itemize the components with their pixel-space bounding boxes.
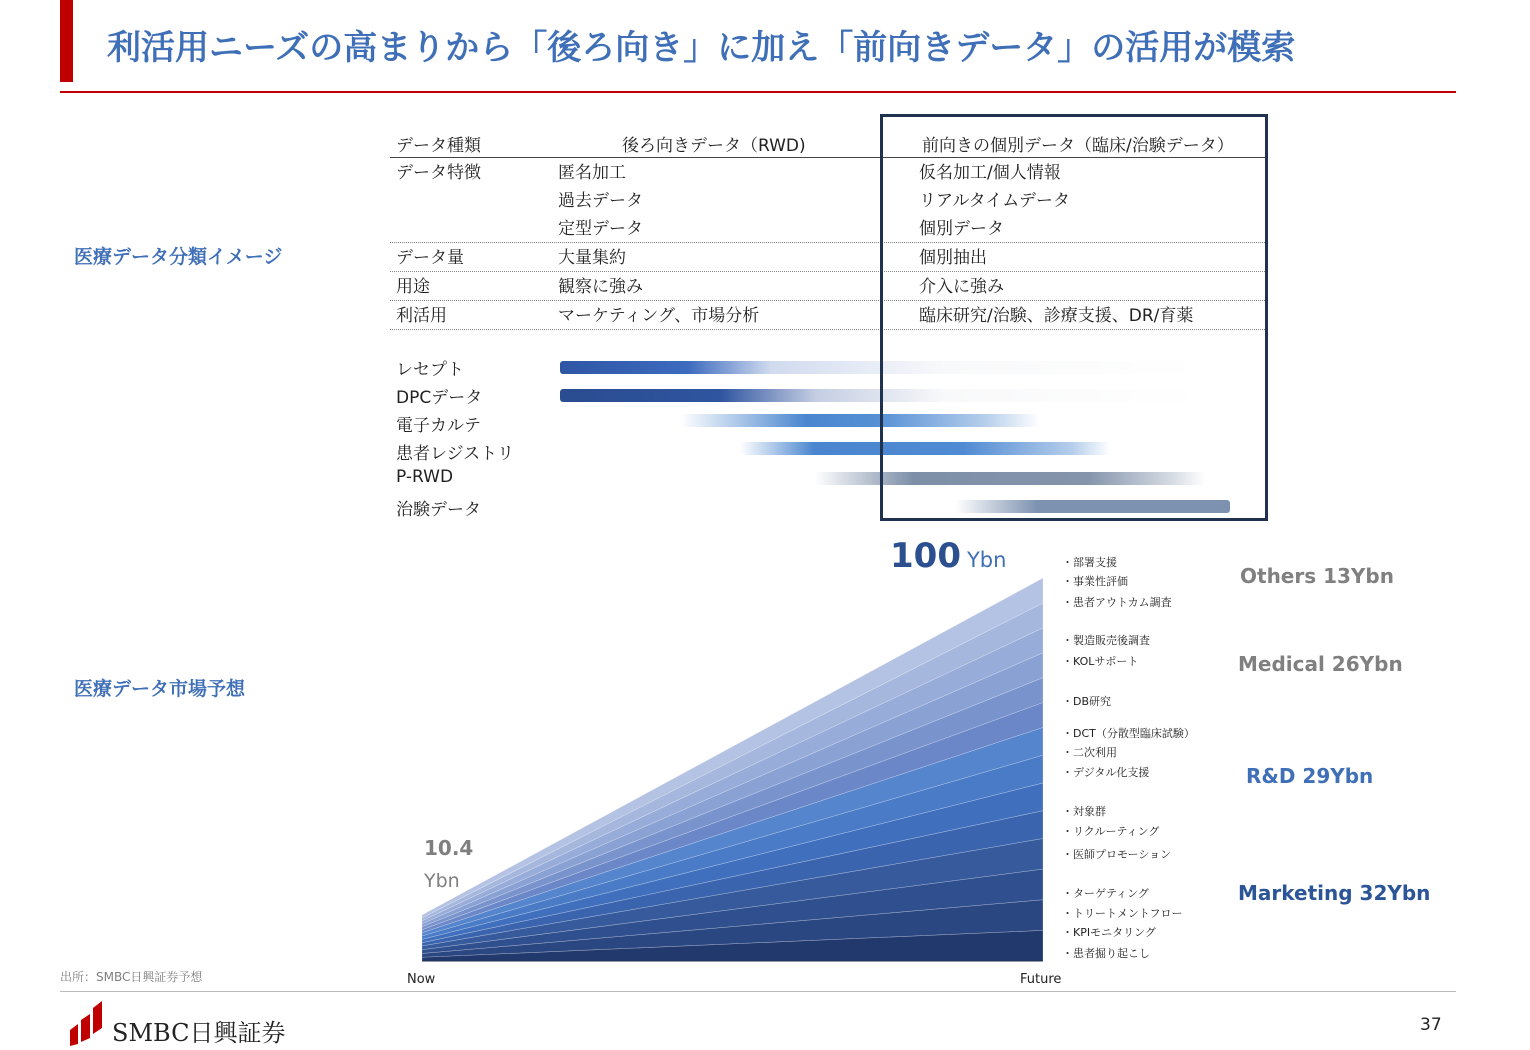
table-cell-forward: 臨床研究/治験、診療支援、DR/育薬 bbox=[919, 306, 1194, 326]
use-case-item: ・KPIモニタリング bbox=[1062, 926, 1156, 939]
table-cell-back: 観察に強み bbox=[558, 277, 643, 297]
category-marketing: Marketing 32Ybn bbox=[1238, 881, 1431, 905]
use-case-item: ・対象群 bbox=[1062, 805, 1106, 818]
category-rnd: R&D 29Ybn bbox=[1246, 764, 1374, 788]
data-source-label: P-RWD bbox=[396, 467, 454, 487]
section-label-market: 医療データ市場予想 bbox=[74, 678, 246, 700]
data-source-label: レセプト bbox=[396, 360, 464, 380]
table-cell-back: 過去データ bbox=[558, 191, 643, 211]
table-row-label: データ量 bbox=[396, 248, 464, 268]
table-header-back: 後ろ向きデータ（RWD) bbox=[622, 136, 806, 156]
table-cell-forward: 介入に強み bbox=[919, 277, 1004, 297]
use-case-item: ・二次利用 bbox=[1062, 746, 1117, 759]
use-case-item: ・患者アウトカム調査 bbox=[1062, 596, 1172, 609]
table-row-label: データ特徴 bbox=[396, 163, 481, 183]
current-total-unit: Ybn bbox=[424, 870, 460, 892]
use-case-item: ・部署支援 bbox=[1062, 556, 1117, 569]
data-source-label: 患者レジストリ bbox=[396, 444, 515, 464]
table-cell-forward: 個別データ bbox=[919, 219, 1004, 239]
table-row-label: 用途 bbox=[396, 277, 430, 297]
x-axis-label-now: Now bbox=[407, 972, 436, 987]
page-title: 利活用ニーズの高まりから「後ろ向き」に加え「前向きデータ」の活用が模索 bbox=[107, 28, 1296, 68]
use-case-item: ・事業性評価 bbox=[1062, 575, 1128, 588]
smbc-logo-icon bbox=[68, 1000, 108, 1046]
table-cell-back: 匿名加工 bbox=[558, 163, 626, 183]
section-label-classification: 医療データ分類イメージ bbox=[74, 246, 283, 268]
table-cell-forward: 仮名加工/個人情報 bbox=[919, 163, 1061, 183]
use-case-item: ・ターゲティング bbox=[1062, 887, 1149, 900]
future-total-value bbox=[890, 536, 1006, 576]
table-cell-back: マーケティング、市場分析 bbox=[558, 306, 760, 326]
area-layers bbox=[422, 578, 1043, 961]
use-case-item: ・リクルーティング bbox=[1062, 825, 1160, 838]
category-medical: Medical 26Ybn bbox=[1238, 652, 1403, 676]
use-case-item: ・医師プロモーション bbox=[1062, 848, 1172, 861]
future-total-unit: Ybn bbox=[966, 548, 1007, 572]
category-others: Others 13Ybn bbox=[1240, 564, 1394, 588]
data-source-label: DPCデータ bbox=[396, 388, 483, 408]
x-axis-label-future: Future bbox=[1020, 972, 1062, 987]
data-source-label: 治験データ bbox=[396, 500, 481, 520]
data-source-label: 電子カルテ bbox=[396, 416, 481, 436]
table-cell-back: 大量集約 bbox=[558, 248, 626, 268]
use-case-item: ・トリートメントフロー bbox=[1062, 907, 1183, 920]
footer-divider bbox=[60, 991, 1456, 992]
use-case-item: ・製造販売後調査 bbox=[1062, 634, 1150, 647]
table-row-label: 利活用 bbox=[396, 306, 447, 326]
table-cell-forward: リアルタイムデータ bbox=[919, 191, 1070, 211]
future-total-number: 100 bbox=[890, 536, 961, 576]
use-case-item: ・患者掘り起こし bbox=[1062, 947, 1150, 960]
use-case-item: ・DB研究 bbox=[1062, 695, 1112, 708]
table-header-type: データ種類 bbox=[396, 136, 481, 156]
table-header-forward: 前向きの個別データ（臨床/治験データ） bbox=[922, 136, 1234, 156]
source-note: 出所：SMBC日興証券予想 bbox=[60, 970, 203, 984]
use-case-item: ・デジタル化支援 bbox=[1062, 766, 1150, 779]
use-case-item: ・KOLサポート bbox=[1062, 655, 1139, 668]
table-cell-back: 定型データ bbox=[558, 219, 643, 239]
use-case-item: ・DCT（分散型臨床試験） bbox=[1062, 727, 1195, 740]
current-total-number: 10.4 bbox=[424, 836, 474, 860]
company-logo-text: SMBC日興証券 bbox=[112, 1019, 286, 1047]
table-cell-forward: 個別抽出 bbox=[919, 248, 987, 268]
page-number: 37 bbox=[1420, 1015, 1442, 1035]
